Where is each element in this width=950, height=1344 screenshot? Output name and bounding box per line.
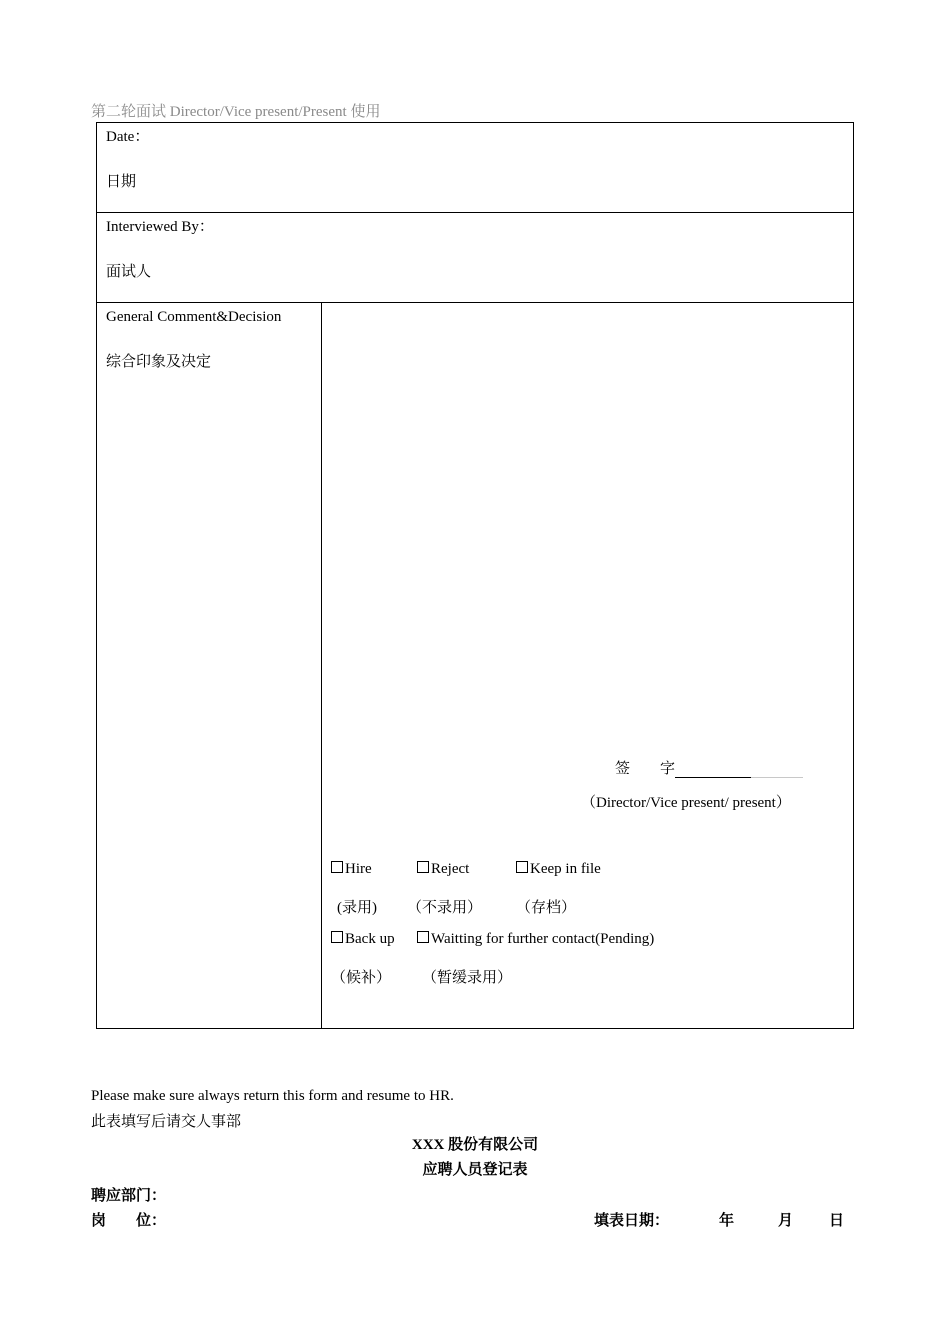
date-label (106, 127, 149, 192)
pending-cn-label: （暂缓录用） (422, 970, 513, 986)
keep-in-file-cn-label: （存档） (516, 900, 577, 916)
keep-in-file-label: Keep in file (530, 861, 601, 877)
keep-in-file-checkbox[interactable] (516, 861, 528, 873)
date-row[interactable] (97, 123, 853, 213)
interview-form-table (96, 122, 854, 1029)
keep-in-file-option[interactable] (516, 861, 601, 878)
backup-checkbox[interactable] (331, 931, 343, 943)
year-label: 年 (719, 1213, 735, 1229)
backup-label: Back up (345, 931, 395, 947)
hire-checkbox[interactable] (331, 861, 343, 873)
reject-label: Reject (431, 861, 470, 877)
interviewer-label (106, 217, 214, 282)
reject-cn-label: （不录用） (407, 900, 483, 916)
pending-label: Waitting for further contact(Pending) (431, 931, 655, 947)
return-note-en: Please make sure always return this form and resume to HR. (91, 1088, 454, 1104)
comment-label-cn: 综合印象及决定 (106, 354, 212, 370)
signature-role: （Director/Vice present/ present） (581, 795, 791, 811)
comment-label-en: General Comment&Decision (106, 309, 282, 325)
pending-option[interactable] (417, 931, 654, 948)
position-label: 岗 位： (91, 1213, 167, 1229)
company-name: XXX 股份有限公司 (411, 1137, 539, 1153)
signature-underline[interactable] (675, 761, 751, 778)
department-label: 聘应部门： (91, 1188, 167, 1204)
date-label-en: Date： (106, 129, 150, 145)
reject-checkbox[interactable] (417, 861, 429, 873)
interviewer-label-en: Interviewed By： (106, 219, 214, 235)
signature-line[interactable] (615, 757, 803, 778)
return-note-cn: 此表填写后请交人事部 (91, 1114, 242, 1130)
comment-row (97, 303, 853, 1028)
comment-label (106, 307, 281, 372)
backup-cn-label: （候补） (331, 970, 392, 986)
interviewer-row[interactable] (97, 213, 853, 303)
hire-option[interactable] (331, 861, 372, 878)
month-label: 月 (778, 1213, 794, 1229)
day-label: 日 (829, 1213, 845, 1229)
form-caption: 第二轮面试 Director/Vice present/Present 使用 (91, 104, 381, 120)
signature-underline-extension (751, 763, 803, 778)
hire-label: Hire (345, 861, 372, 877)
column-divider (321, 303, 322, 1028)
backup-option[interactable] (331, 931, 395, 948)
reject-option[interactable] (417, 861, 469, 878)
fill-date-label: 填表日期： (594, 1213, 670, 1229)
date-label-cn: 日期 (106, 174, 137, 190)
return-notes (91, 1083, 454, 1135)
signature-label: 签 字 (615, 761, 676, 777)
registration-title: 应聘人员登记表 (422, 1162, 528, 1178)
pending-checkbox[interactable] (417, 931, 429, 943)
interviewer-label-cn: 面试人 (106, 264, 152, 280)
hire-cn-label: (录用) (337, 900, 377, 916)
